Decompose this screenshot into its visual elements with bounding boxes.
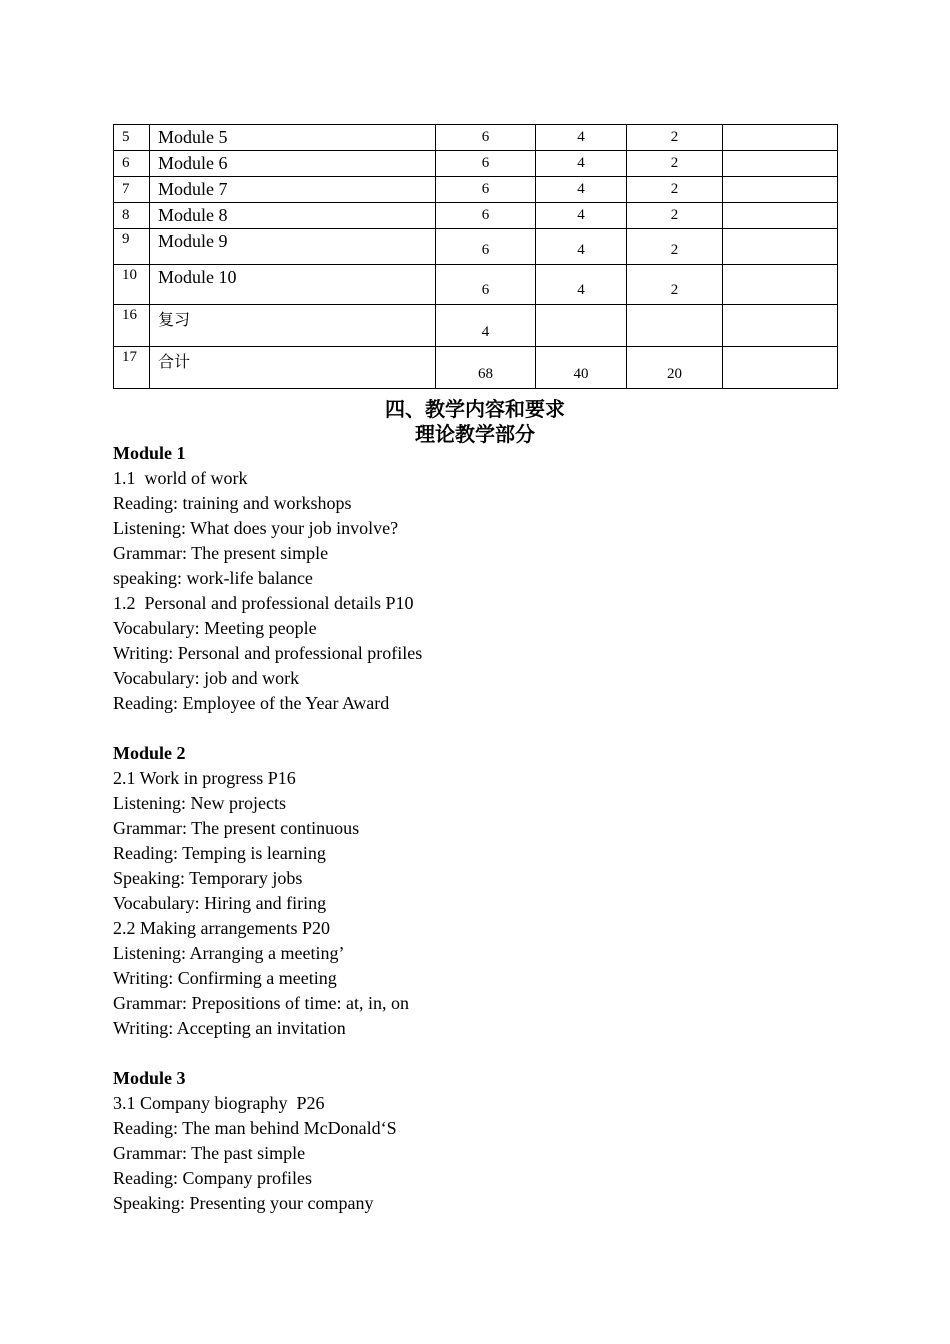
content-line: 3.1 Company biography P26 <box>113 1093 325 1113</box>
row-practice-hours <box>627 305 723 347</box>
table-row <box>114 151 838 177</box>
content-line: Speaking: Presenting your company <box>113 1193 374 1213</box>
table-row <box>114 203 838 229</box>
row-module-name: Module 9 <box>150 229 436 265</box>
table-row <box>114 347 838 389</box>
row-number: 7 <box>114 177 150 203</box>
row-total-hours: 6 <box>436 265 536 305</box>
content-line: Grammar: The present simple <box>113 543 329 563</box>
row-theory-hours: 4 <box>536 125 627 151</box>
row-module-name: Module 5 <box>150 125 436 151</box>
table-row <box>114 229 838 265</box>
row-practice-hours: 20 <box>627 347 723 389</box>
section-title: 四、教学内容和要求 <box>385 397 565 421</box>
row-theory-hours: 4 <box>536 229 627 265</box>
blank-line <box>113 716 422 741</box>
row-number: 17 <box>114 347 150 389</box>
content-line: Grammar: The past simple <box>113 1143 306 1163</box>
table-row <box>114 305 838 347</box>
blank-line <box>113 1041 422 1066</box>
content-line: Reading: Company profiles <box>113 1168 312 1188</box>
row-note <box>723 177 838 203</box>
content-line: Vocabulary: Meeting people <box>113 618 317 638</box>
row-theory-hours: 40 <box>536 347 627 389</box>
content-line: Speaking: Temporary jobs <box>113 868 303 888</box>
row-number: 8 <box>114 203 150 229</box>
row-theory-hours <box>536 305 627 347</box>
module-title: Module 1 <box>113 443 186 463</box>
row-theory-hours: 4 <box>536 265 627 305</box>
row-note <box>723 229 838 265</box>
row-module-name: Module 7 <box>150 177 436 203</box>
content-line: Reading: Employee of the Year Award <box>113 693 390 713</box>
row-module-name: 合计 <box>150 347 436 389</box>
row-theory-hours: 4 <box>536 203 627 229</box>
content-line: 1.1 world of work <box>113 468 248 488</box>
row-number: 6 <box>114 151 150 177</box>
content-line: Reading: Temping is learning <box>113 843 326 863</box>
content-line: Listening: Arranging a meeting’ <box>113 943 345 963</box>
content-line: Vocabulary: Hiring and firing <box>113 893 327 913</box>
content-line: Grammar: The present continuous <box>113 818 360 838</box>
row-practice-hours: 2 <box>627 203 723 229</box>
row-theory-hours: 4 <box>536 177 627 203</box>
content-line: 2.1 Work in progress P16 <box>113 768 296 788</box>
row-number: 16 <box>114 305 150 347</box>
row-theory-hours: 4 <box>536 151 627 177</box>
content-line: Writing: Accepting an invitation <box>113 1018 346 1038</box>
row-total-hours: 6 <box>436 177 536 203</box>
content-line: Writing: Personal and professional profiles <box>113 643 423 663</box>
content-line: Vocabulary: job and work <box>113 668 300 688</box>
row-note <box>723 347 838 389</box>
row-note <box>723 125 838 151</box>
row-total-hours: 6 <box>436 151 536 177</box>
content-line: 1.2 Personal and professional details P10 <box>113 593 414 613</box>
row-number: 9 <box>114 229 150 265</box>
content-line: Writing: Confirming a meeting <box>113 968 337 988</box>
content-line: Listening: New projects <box>113 793 286 813</box>
row-practice-hours: 2 <box>627 151 723 177</box>
table-row <box>114 177 838 203</box>
row-number: 10 <box>114 265 150 305</box>
content-line: Listening: What does your job involve? <box>113 518 399 538</box>
row-note <box>723 151 838 177</box>
row-module-name: Module 8 <box>150 203 436 229</box>
content-line: 2.2 Making arrangements P20 <box>113 918 330 938</box>
content-line: Reading: The man behind McDonald‘S <box>113 1118 397 1138</box>
table-row <box>114 125 838 151</box>
row-practice-hours: 2 <box>627 265 723 305</box>
row-total-hours: 6 <box>436 125 536 151</box>
row-note <box>723 305 838 347</box>
row-module-name: 复习 <box>150 305 436 347</box>
content-line: speaking: work-life balance <box>113 568 313 588</box>
row-practice-hours: 2 <box>627 229 723 265</box>
content-line: Grammar: Prepositions of time: at, in, on <box>113 993 409 1013</box>
module-title: Module 2 <box>113 743 186 763</box>
module-title: Module 3 <box>113 1068 186 1088</box>
section-subtitle: 理论教学部分 <box>415 422 535 446</box>
course-hours-table <box>113 124 838 389</box>
table-row <box>114 265 838 305</box>
row-module-name: Module 6 <box>150 151 436 177</box>
row-total-hours: 6 <box>436 229 536 265</box>
row-module-name: Module 10 <box>150 265 436 305</box>
row-total-hours: 4 <box>436 305 536 347</box>
row-total-hours: 6 <box>436 203 536 229</box>
row-note <box>723 203 838 229</box>
row-note <box>723 265 838 305</box>
row-practice-hours: 2 <box>627 125 723 151</box>
row-practice-hours: 2 <box>627 177 723 203</box>
teaching-content <box>113 441 422 1216</box>
content-line: Reading: training and workshops <box>113 493 352 513</box>
row-total-hours: 68 <box>436 347 536 389</box>
row-number: 5 <box>114 125 150 151</box>
